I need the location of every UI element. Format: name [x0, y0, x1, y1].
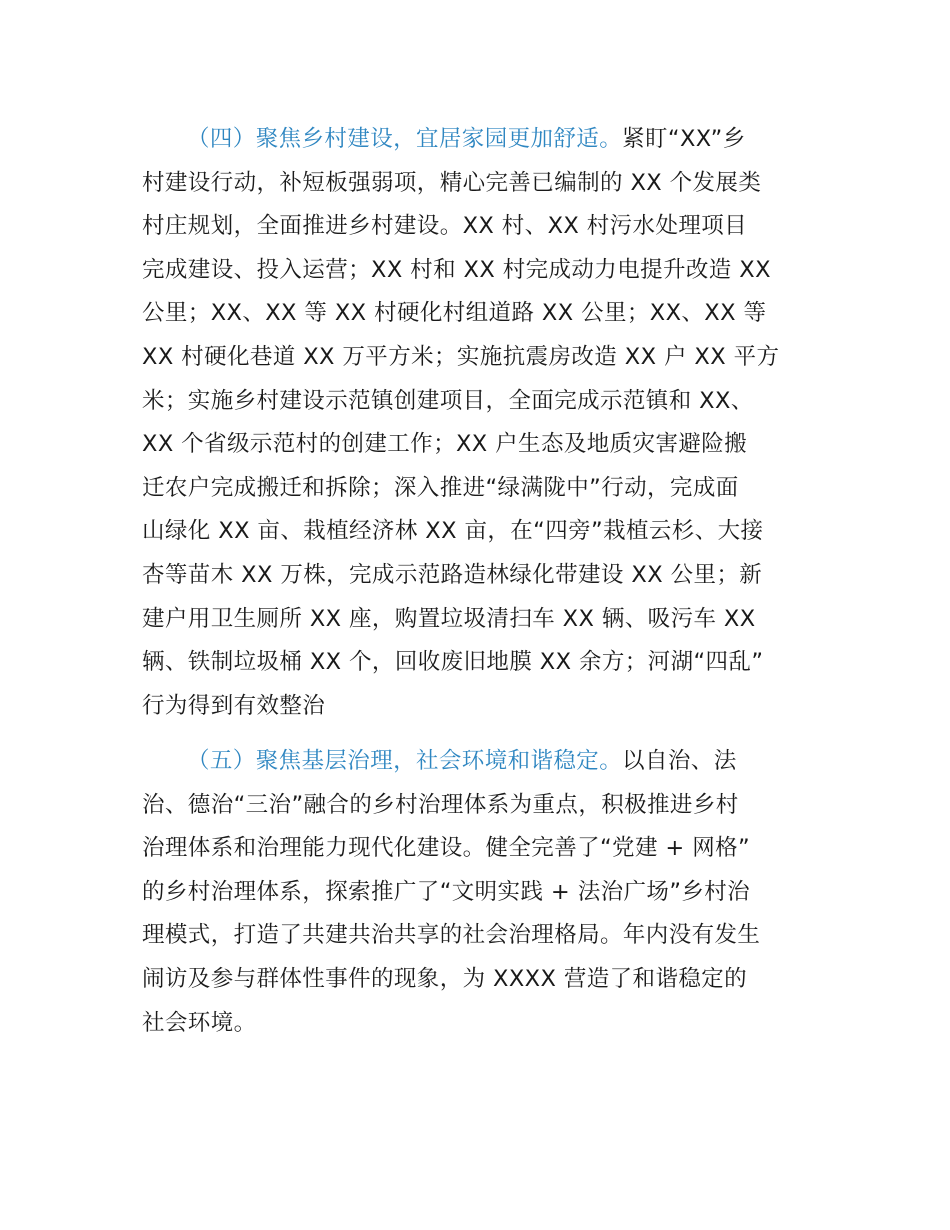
body-text: 紧盯“XX”乡: [622, 126, 746, 152]
paragraph-first-line: [142, 118, 810, 162]
body-line: 闹访及参与群体性事件的现象，为 XXXX 营造了和谐稳定的: [142, 965, 748, 992]
body-line: 公里；XX、XX 等 XX 村硬化村组道路 XX 公里；XX、XX 等: [142, 300, 767, 327]
body-line: 社会环境。: [142, 1009, 257, 1036]
body-line: 迁农户完成搬迁和拆除；深入推进“绿满陇中”行动，完成面: [142, 474, 739, 501]
body-line: 的乡村治理体系，探索推广了“文明实践 + 法治广场”乡村治: [142, 878, 751, 905]
body-line: 治、德治“三治”融合的乡村治理体系为重点，积极推进乡村: [142, 791, 739, 818]
section-four-paragraph: [142, 118, 810, 728]
section-heading: （五）聚焦基层治理，社会环境和谐稳定。: [187, 748, 623, 774]
body-line: 行为得到有效整治: [142, 692, 326, 719]
body-text: 以自治、法: [622, 748, 737, 774]
body-line: 米；实施乡村建设示范镇创建项目，全面完成示范镇和 XX、: [142, 387, 754, 414]
body-line: 治理体系和治理能力现代化建设。健全完善了“党建 + 网格”: [142, 835, 751, 862]
body-line: 理模式，打造了共建共治共享的社会治理格局。年内没有发生: [142, 922, 761, 949]
body-line: 建户用卫生厕所 XX 座，购置垃圾清扫车 XX 辆、吸污车 XX: [142, 605, 756, 632]
section-five-paragraph: [142, 740, 810, 1045]
body-line: XX 村硬化巷道 XX 万平方米；实施抗震房改造 XX 户 XX 平方: [142, 343, 780, 370]
paragraph-first-line: [142, 740, 810, 784]
body-line: 完成建设、投入运营；XX 村和 XX 村完成动力电提升改造 XX: [142, 256, 771, 283]
body-line: 山绿化 XX 亩、栽植经济林 XX 亩，在“四旁”栽植云杉、大接: [142, 518, 764, 545]
body-line: 辆、铁制垃圾桶 XX 个，回收废旧地膜 XX 余方；河湖“四乱”: [142, 649, 764, 676]
body-line: 杏等苗木 XX 万株，完成示范路造林绿化带建设 XX 公里；新: [142, 561, 763, 588]
body-line: 村建设行动，补短板强弱项，精心完善已编制的 XX 个发展类: [142, 169, 762, 196]
body-line: 村庄规划，全面推进乡村建设。XX 村、XX 村污水处理项目: [142, 213, 748, 240]
body-line: XX 个省级示范村的创建工作；XX 户生态及地质灾害避险搬: [142, 431, 748, 458]
section-heading: （四）聚焦乡村建设，宜居家园更加舒适。: [187, 126, 623, 152]
